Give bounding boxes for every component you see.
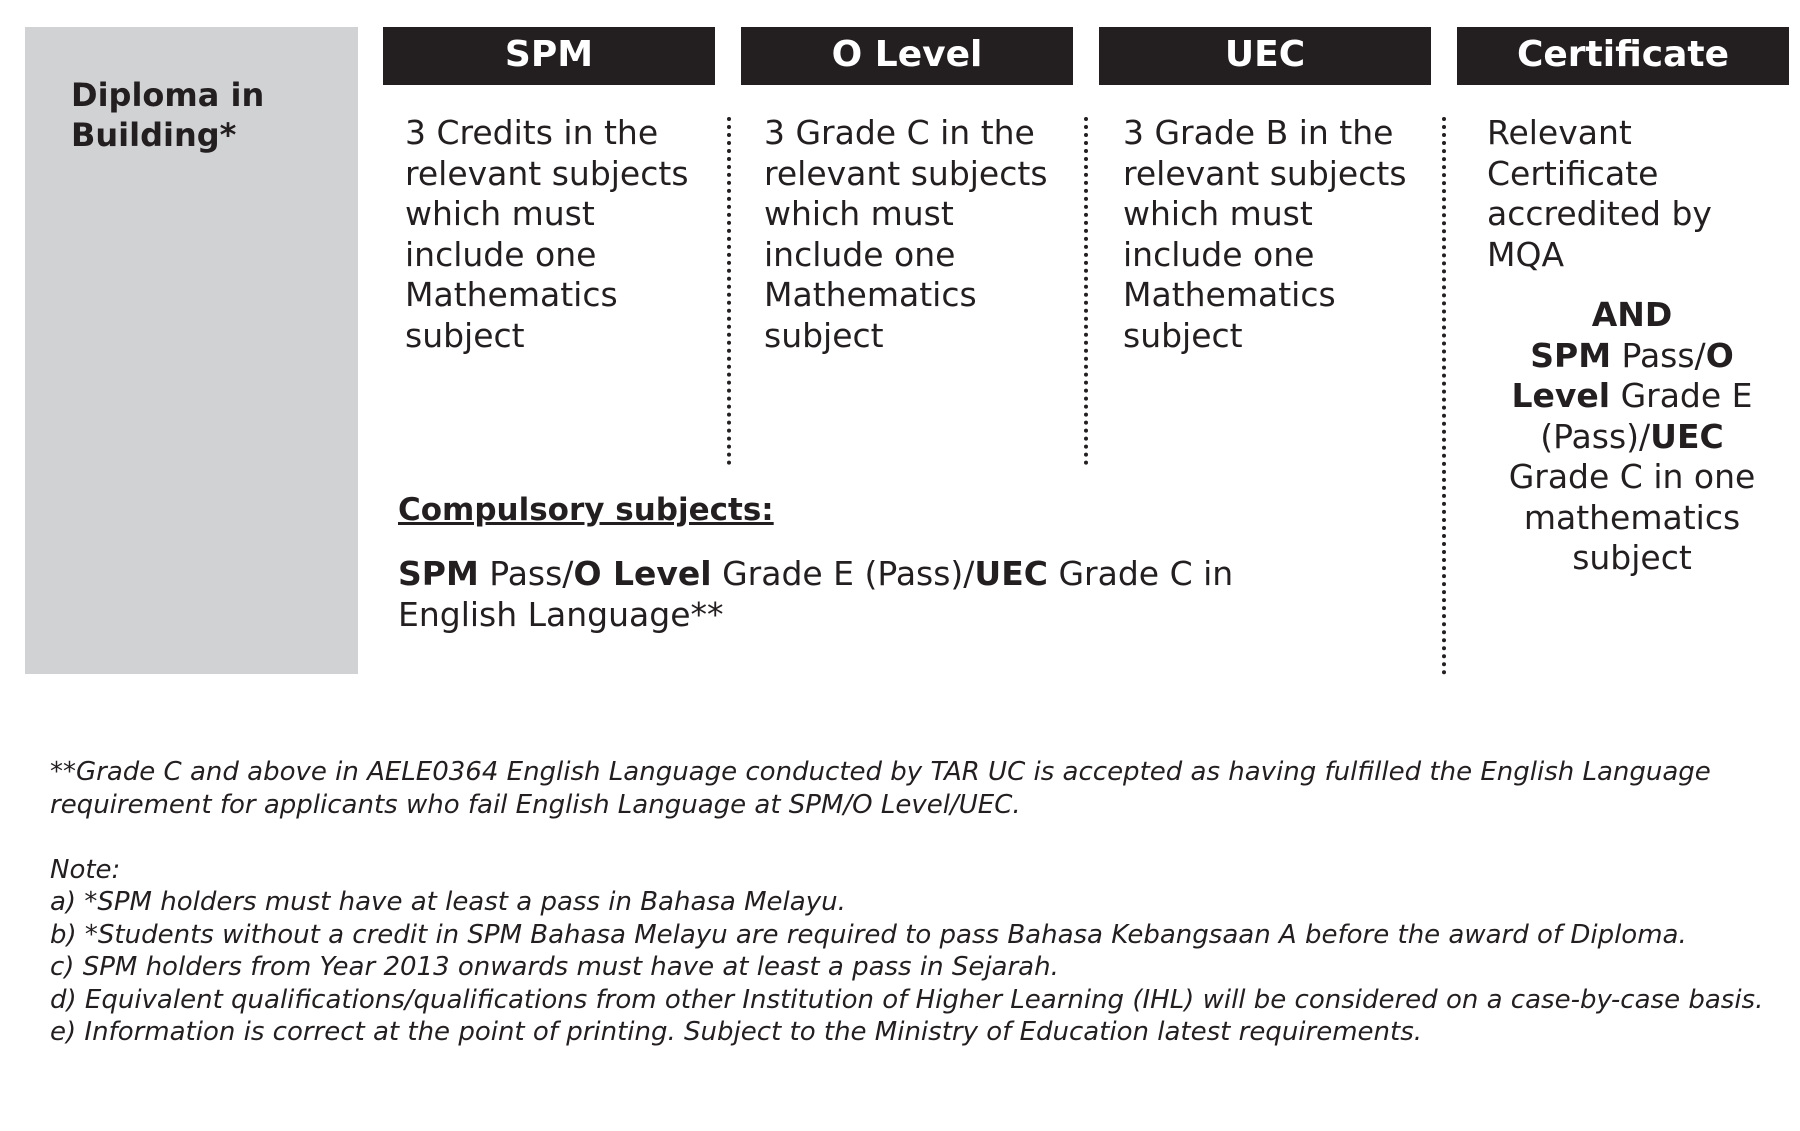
column-divider [1084, 117, 1088, 465]
column-header-uec: UEC [1099, 27, 1431, 85]
compulsory-subjects-text [398, 554, 1358, 635]
note-item: a) *SPM holders must have at least a pass in Bahasa Melayu. [50, 887, 846, 917]
english-footnote: **Grade C and above in AELE0364 English Language conducted by TAR UC is accepted as having fulfilled the English Language requirement for applicants who fail English Language at SPM/O Level/UEC. [50, 757, 1711, 820]
column-header-o-level: O Level [741, 27, 1073, 85]
spm-label: SPM [1530, 335, 1612, 375]
uec-label: UEC [974, 554, 1048, 593]
program-box [25, 27, 358, 674]
pass-text: Pass/ [1611, 335, 1706, 375]
o-level-grade-text: Grade E (Pass)/ [1540, 376, 1753, 456]
o-level-requirement: 3 Grade C in the relevant subjects which must include one Mathematics subject [764, 113, 1048, 355]
and-label: AND [1591, 295, 1673, 334]
compulsory-subjects-heading: Compulsory subjects: [398, 492, 774, 528]
column-header-spm: SPM [383, 27, 715, 85]
footnotes [50, 756, 1790, 1049]
uec-requirement: 3 Grade B in the relevant subjects which must include one Mathematics subject [1123, 113, 1407, 355]
certificate-requirement [1487, 113, 1777, 579]
spm-requirement: 3 Credits in the relevant subjects which must include one Mathematics subject [405, 113, 689, 355]
uec-grade-text: Grade C in one mathematics subject [1508, 457, 1756, 577]
column-divider [1442, 117, 1446, 675]
o-level-label: O Level [1511, 335, 1734, 415]
column-header-certificate: Certificate [1457, 27, 1789, 85]
program-title: Diploma in Building* [71, 76, 265, 154]
pass-text: Pass/ [478, 554, 574, 593]
uec-grade-text: Grade C in English Language** [398, 554, 1234, 634]
certificate-requirement-text: Relevant Certificate accredited by MQA [1487, 113, 1712, 274]
note-item: d) Equivalent qualifications/qualifications from other Institution of Higher Learning (IHL) will be considered on a case-by-case basis. [50, 984, 1764, 1015]
notes-title: Note: [50, 854, 121, 885]
certificate-alternative [1487, 336, 1777, 579]
o-level-grade-text: Grade E (Pass)/ [711, 554, 975, 593]
spm-label: SPM [398, 554, 479, 593]
note-item: b) *Students without a credit in SPM Bahasa Melayu are required to pass Bahasa Kebangsaan A before the award of Diploma. [50, 919, 1687, 950]
uec-label: UEC [1650, 416, 1724, 456]
note-item: e) Information is correct at the point of printing. Subject to the Ministry of Education latest requirements. [50, 1017, 1423, 1047]
note-item: c) SPM holders from Year 2013 onwards must have at least a pass in Sejarah. [50, 952, 1059, 982]
column-divider [727, 117, 731, 465]
o-level-label: O Level [573, 554, 712, 593]
